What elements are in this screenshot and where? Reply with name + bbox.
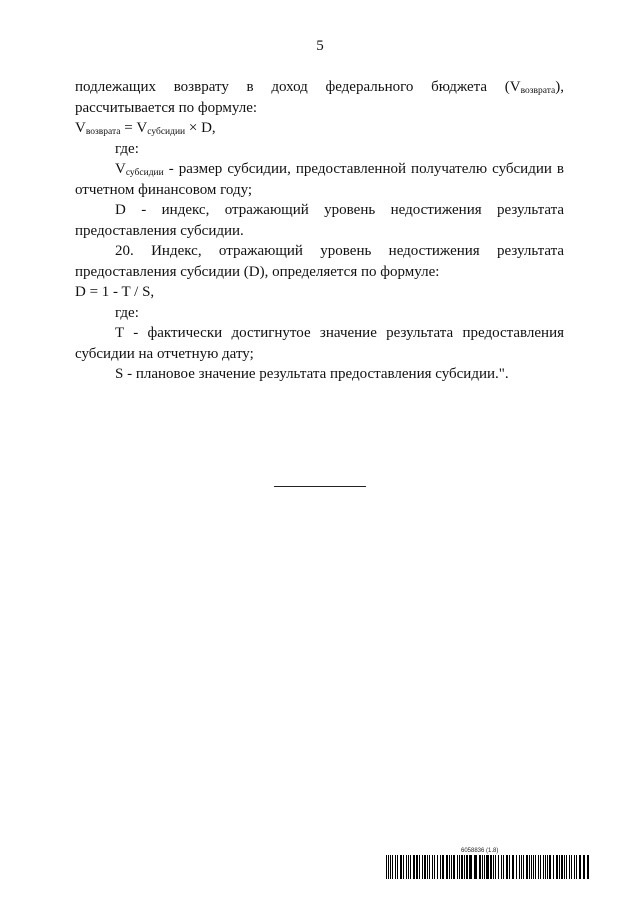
barcode-bar [506,855,508,879]
barcode-bar [545,855,546,879]
formula-index: D = 1 - T / S, [75,284,155,300]
separator-line [274,486,366,487]
barcode-bar [498,855,499,879]
barcode-bar [422,855,423,879]
barcode-bar [503,855,504,879]
definition-v [75,159,564,200]
subscript: возврата [520,86,556,96]
barcode-bar [403,855,404,879]
barcode-bar [408,855,409,879]
barcode-bar [442,855,444,879]
barcode-bar [543,855,544,879]
barcode-bar [440,855,441,879]
definition-symbol: V [115,161,126,177]
barcode-bar [390,855,391,879]
barcode-bar [526,855,528,879]
barcode-bar [490,855,492,879]
barcode-bar [413,855,415,879]
barcode-bar [395,855,396,879]
barcode-bar [484,855,485,879]
formula-symbol: = V [120,120,148,136]
barcode-bar [486,855,489,879]
definition-text: - размер субсидии, предоставленной получателю субсидии в отчетном финансовом году; [75,161,564,198]
where-label: где: [115,140,139,157]
item-20: 20. Индекс, отражающий уровень недостижения результата предоставления субсидии (D), определяется по формуле: [75,243,564,280]
subscript: субсидии [147,127,186,137]
barcode-bar [437,855,438,879]
subscript: субсидии [125,168,164,178]
barcode-bar [493,855,494,879]
barcode-bar [410,855,411,879]
barcode-bar [569,855,570,879]
barcode-bar [388,855,389,879]
barcode-bar [509,855,510,879]
barcode-bar [516,855,517,879]
barcode-bar [540,855,541,879]
definition-s: S - плановое значение результата предоставления субсидии.". [115,366,509,382]
barcode-bar [512,855,514,879]
barcode-bar [464,855,465,879]
barcode-bar [446,855,448,879]
barcode-bar [461,855,463,879]
document-body [75,77,564,385]
barcode-bar [466,855,468,879]
barcode-bar [495,855,496,879]
barcode-bar [392,855,393,879]
formula-symbol: V [75,120,86,136]
barcode-bar [474,855,477,879]
barcode-bar [501,855,502,879]
barcode-bar [583,855,585,879]
barcode-bar [427,855,428,879]
barcode-bar [553,855,554,879]
barcode-bar [434,855,435,879]
barcode-icon [386,855,590,879]
paragraph-line-1 [75,77,564,98]
barcode-bar [397,855,398,879]
barcode-bar [549,855,551,879]
barcode-bar [459,855,460,879]
barcode-bar [533,855,534,879]
barcode-bar [419,855,420,879]
page-number: 5 [316,38,324,54]
barcode-bar [531,855,532,879]
barcode-bar [561,855,563,879]
barcode-bar [451,855,452,879]
text-fragment: ), [555,79,564,95]
barcode-bar [576,855,577,879]
barcode-bar [535,855,536,879]
barcode-bar [587,855,589,879]
barcode-bar [457,855,458,879]
barcode-bar [479,855,481,879]
barcode-bar [424,855,426,879]
subscript: возврата [85,127,121,137]
text-fragment: подлежащих возврату в доход федерального бюджета (V [75,79,521,95]
barcode-bar [521,855,522,879]
barcode-bar [547,855,548,879]
barcode-bar [529,855,530,879]
barcode-bar [432,855,433,879]
barcode-bar [571,855,572,879]
barcode-bar [519,855,520,879]
barcode-bar [482,855,483,879]
formula-refund [75,118,564,139]
document-code: 6058836 (1.8) [461,848,499,854]
where-label: где: [115,304,139,321]
definition-t: T - фактически достигнутое значение результата предоставления субсидии на отчетную дату; [75,325,564,362]
barcode-bar [416,855,418,879]
barcode-bar [469,855,472,879]
barcode-bar [449,855,450,879]
barcode-bar [538,855,539,879]
barcode-bar [566,855,567,879]
barcode-bar [556,855,558,879]
barcode-bar [406,855,407,879]
paragraph-line-2: рассчитывается по формуле: [75,99,258,116]
barcode-bar [579,855,581,879]
definition-d: D - индекс, отражающий уровень недостижения результата предоставления субсидии. [75,202,564,239]
barcode-bar [523,855,524,879]
barcode-bar [559,855,560,879]
barcode-bar [386,855,387,879]
barcode-bar [564,855,565,879]
barcode-bar [574,855,575,879]
barcode-bar [400,855,402,879]
formula-symbol: × D, [185,120,216,136]
barcode-bar [429,855,430,879]
barcode-bar [453,855,455,879]
